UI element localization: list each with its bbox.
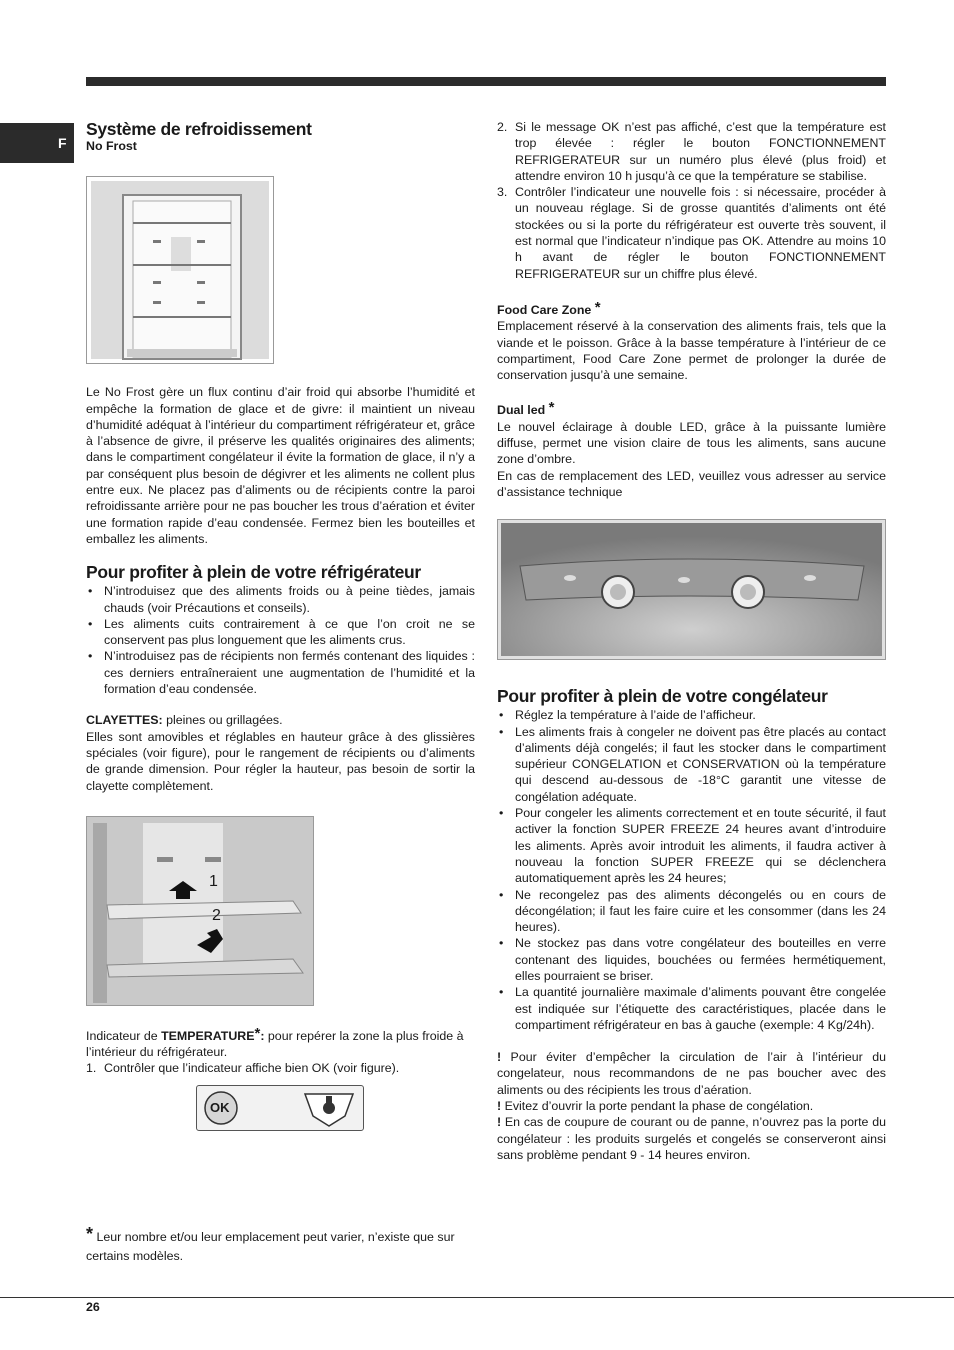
dual-led-star: * — [548, 399, 555, 417]
warning-2-text: Evitez d’ouvrir la porte pendant la phase de congélation. — [501, 1099, 814, 1114]
dual-led-drawing — [498, 520, 885, 659]
shelf-adjust-figure — [86, 816, 314, 1006]
clayettes-intro — [86, 712, 475, 728]
indicator-steps-left — [86, 1060, 475, 1076]
footnote-star: * — [86, 1224, 94, 1244]
shelf-adjust-drawing — [87, 817, 313, 1005]
dual-led-figure — [497, 519, 886, 660]
step-text: Si le message OK n’est pas affiché, c’est que la température est trop élevée : régler le bouton FONCTIONNEMENT REFRIGERATEUR sur un numéro plus élevé (plus froid) et attendre environ 10 h jusqu’à ce que la température se stabilise. — [515, 120, 886, 183]
list-item: • N’introduisez que des aliments froids ou à peine tièdes, jamais chauds (voir Précautions et conseils). — [86, 583, 475, 616]
thermometer-icon — [305, 1094, 353, 1126]
right-column — [497, 119, 886, 1163]
indicator-star: * — [254, 1024, 261, 1042]
footnote — [86, 1224, 475, 1266]
list-item: • Réglez la température à l’aide de l’afficheur. — [497, 707, 886, 723]
indicator-steps-right — [497, 119, 886, 282]
freezer-tips-list — [497, 707, 886, 1033]
clayettes-label: CLAYETTES: — [86, 713, 163, 728]
fridge-interior-figure — [86, 176, 274, 364]
section-title-freezer: Pour profiter à plein de votre congélateur — [497, 686, 828, 707]
dual-led-label: Dual led — [497, 403, 546, 418]
warning-1-text: Pour éviter d’empêcher la circulation de l’air à l’intérieur du congelateur, nous recommandons de ne pas boucher avec des aliments ou des récipients les trous d’aération. — [497, 1050, 886, 1097]
step-number: 3. — [497, 185, 508, 200]
section-title-fridge: Pour profiter à plein de votre réfrigérateur — [86, 562, 421, 583]
indicator-step-2 — [497, 119, 886, 184]
warning-3-text: En cas de coupure de courant ou de panne, n’ouvrez pas la porte du congélateur : les produits surgelés et congelés se conserveront ainsi sans problème pendant 9 - 14 heures environ. — [497, 1115, 886, 1162]
warning-3 — [497, 1114, 886, 1163]
food-care-zone-star: * — [594, 298, 601, 316]
step-text: Contrôler l’indicateur une nouvelle fois : si nécessaire, procéder à un nouveau réglage. Si de grosse quantités d’aliments ont été stockées ou si la porte du réfrigérateur est ouverte très souvent, il est normal que l’indicateur n’indique pas OK. Attendre au moins 10 h avant de régler le bouton FONCTIONNEMENT REFRIGERATEUR sur un chiffre plus élevé. — [515, 185, 886, 281]
temperature-indicator-paragraph — [86, 1024, 475, 1061]
list-item: • Les aliments frais à congeler ne doivent pas être placés au contact d’aliments déjà congelés; il faut les stocker dans le compartiment supérieur CONGELATION et CONSERVATION où la température qui descend au-dessous de -18°C garantit une vitesse de congélation adéquate. — [497, 724, 886, 805]
list-item: • La quantité journalière maximale d’aliments pouvant être congelée est indiquée sur l’étiquette des caractéristiques, placée dans le compartiment réfrigérateur en bas à gauche (exemple: 4 Kg/24h). — [497, 984, 886, 1033]
food-care-zone-label: Food Care Zone — [497, 302, 592, 317]
warning-2 — [497, 1098, 886, 1114]
fridge-tips-list — [86, 583, 475, 697]
page-number: 26 — [86, 1300, 100, 1314]
step-text: Contrôler que l’indicateur affiche bien OK (voir figure). — [104, 1061, 400, 1076]
clayettes-intro-text: pleines ou grillagées. — [162, 713, 283, 728]
indicator-prefix: Indicateur de — [86, 1028, 162, 1043]
language-tab — [0, 123, 74, 163]
list-item: • N’introduisez pas de récipients non fermés contenant des liquides : ces derniers entraîneraient une augmentation de l’humidité et la formation d’eau condensée. — [86, 648, 475, 697]
ok-label: OK — [210, 1099, 230, 1115]
warning-mark: ! — [497, 1099, 502, 1114]
list-item: • Ne stockez pas dans votre congélateur des bouteilles en verre contenant des liquides, bouchées ou fermées hermétiquement, elles pourraient se briser. — [497, 935, 886, 984]
dual-led-paragraph-1: Le nouvel éclairage à double LED, grâce à la puissante lumière diffuse, permet une vision claire de tous les aliments, sans aucune zone d’ombre. — [497, 419, 886, 467]
dual-led-title — [497, 399, 886, 418]
section-title-cooling: Système de refroidissement — [86, 119, 312, 139]
step-2-label: 2 — [212, 906, 221, 924]
food-care-zone-title — [497, 298, 886, 318]
step-number: 2. — [497, 120, 508, 134]
language-tab-letter: F — [58, 135, 67, 151]
warning-mark: ! — [497, 1050, 502, 1065]
fridge-interior-drawing — [87, 177, 273, 363]
food-care-zone-paragraph: Emplacement réservé à la conservation des aliments frais, tels que la viande et le poisson. Grâce à la basse température à l’intérieur de ce compartiment, Food Care Zone permet de prolonger la durée de conservation jusqu’à une semaine. — [497, 319, 886, 383]
step-number: 1. — [86, 1061, 97, 1076]
indicator-step-1 — [86, 1060, 475, 1076]
left-column — [86, 118, 475, 1131]
indicator-colon: : — [260, 1028, 265, 1043]
list-item: • Les aliments cuits contrairement à ce que l’on croit ne se conservent pas plus longuement que les aliments crus. — [86, 616, 475, 649]
top-rule — [86, 77, 886, 86]
footer-rule — [0, 1297, 954, 1298]
clayettes-paragraph: Elles sont amovibles et réglables en hauteur grâce à des glissières spéciales (voir figure), pour le rangement de récipients ou d’aliments de grande dimension. Pour régler la hauteur, pas besoin de sortir la clayette complètement. — [86, 729, 475, 793]
list-item: • Ne recongelez pas des aliments décongelés ou en cours de décongélation; il faut les faire cuire et les consommer (dans les 24 heures). — [497, 887, 886, 936]
warning-1 — [497, 1049, 886, 1098]
subtitle-no-frost: No Frost — [86, 139, 137, 153]
warning-mark: ! — [497, 1115, 502, 1130]
step-1-label: 1 — [209, 872, 218, 890]
list-item: • Pour congeler les aliments correctement et en toute sécurité, il faut activer la fonction SUPER FREEZE 24 heures avant d’introduire les aliments. Après avoir introduit les aliments, il faudra activer à nouveau la fonction SUPER FREEZE qui se déclenchera automatiquement après les 24 heures; — [497, 805, 886, 886]
indicator-step-3 — [497, 184, 886, 282]
indicator-label: TEMPERATURE — [161, 1028, 255, 1043]
indicator-text: pour repérer la zone la plus froide à l’intérieur du réfrigérateur. — [86, 1028, 464, 1060]
footnote-text: Leur nombre et/ou leur emplacement peut varier, n’existe que sur certains modèles. — [86, 1230, 455, 1263]
dual-led-paragraph-2: En cas de remplacement des LED, veuillez vous adresser au service d’assistance technique — [497, 468, 886, 499]
no-frost-paragraph: Le No Frost gère un flux continu d’air froid qui absorbe l’humidité et empêche la formation de glace et de givre: il maintient un niveau d’humidité adéquat à l’intérieur du compartiment réfrigérateur et, grâce à l’absence de givre, il préserve les qualités originaires des aliments; dans le compartiment congélateur il évite la formation de glace, il n’y a par conséquent plus besoin de dégivrer et les aliments ne collent plus entre eux. Ne placez pas d’aliments ou de récipients contre la paroi refroidissante arrière pour ne pas boucher les trous d’aération et éviter une formation rapide d’eau condensée. Fermez bien les bouteilles et emballez les aliments. — [86, 385, 475, 546]
ok-indicator-figure — [196, 1085, 364, 1131]
